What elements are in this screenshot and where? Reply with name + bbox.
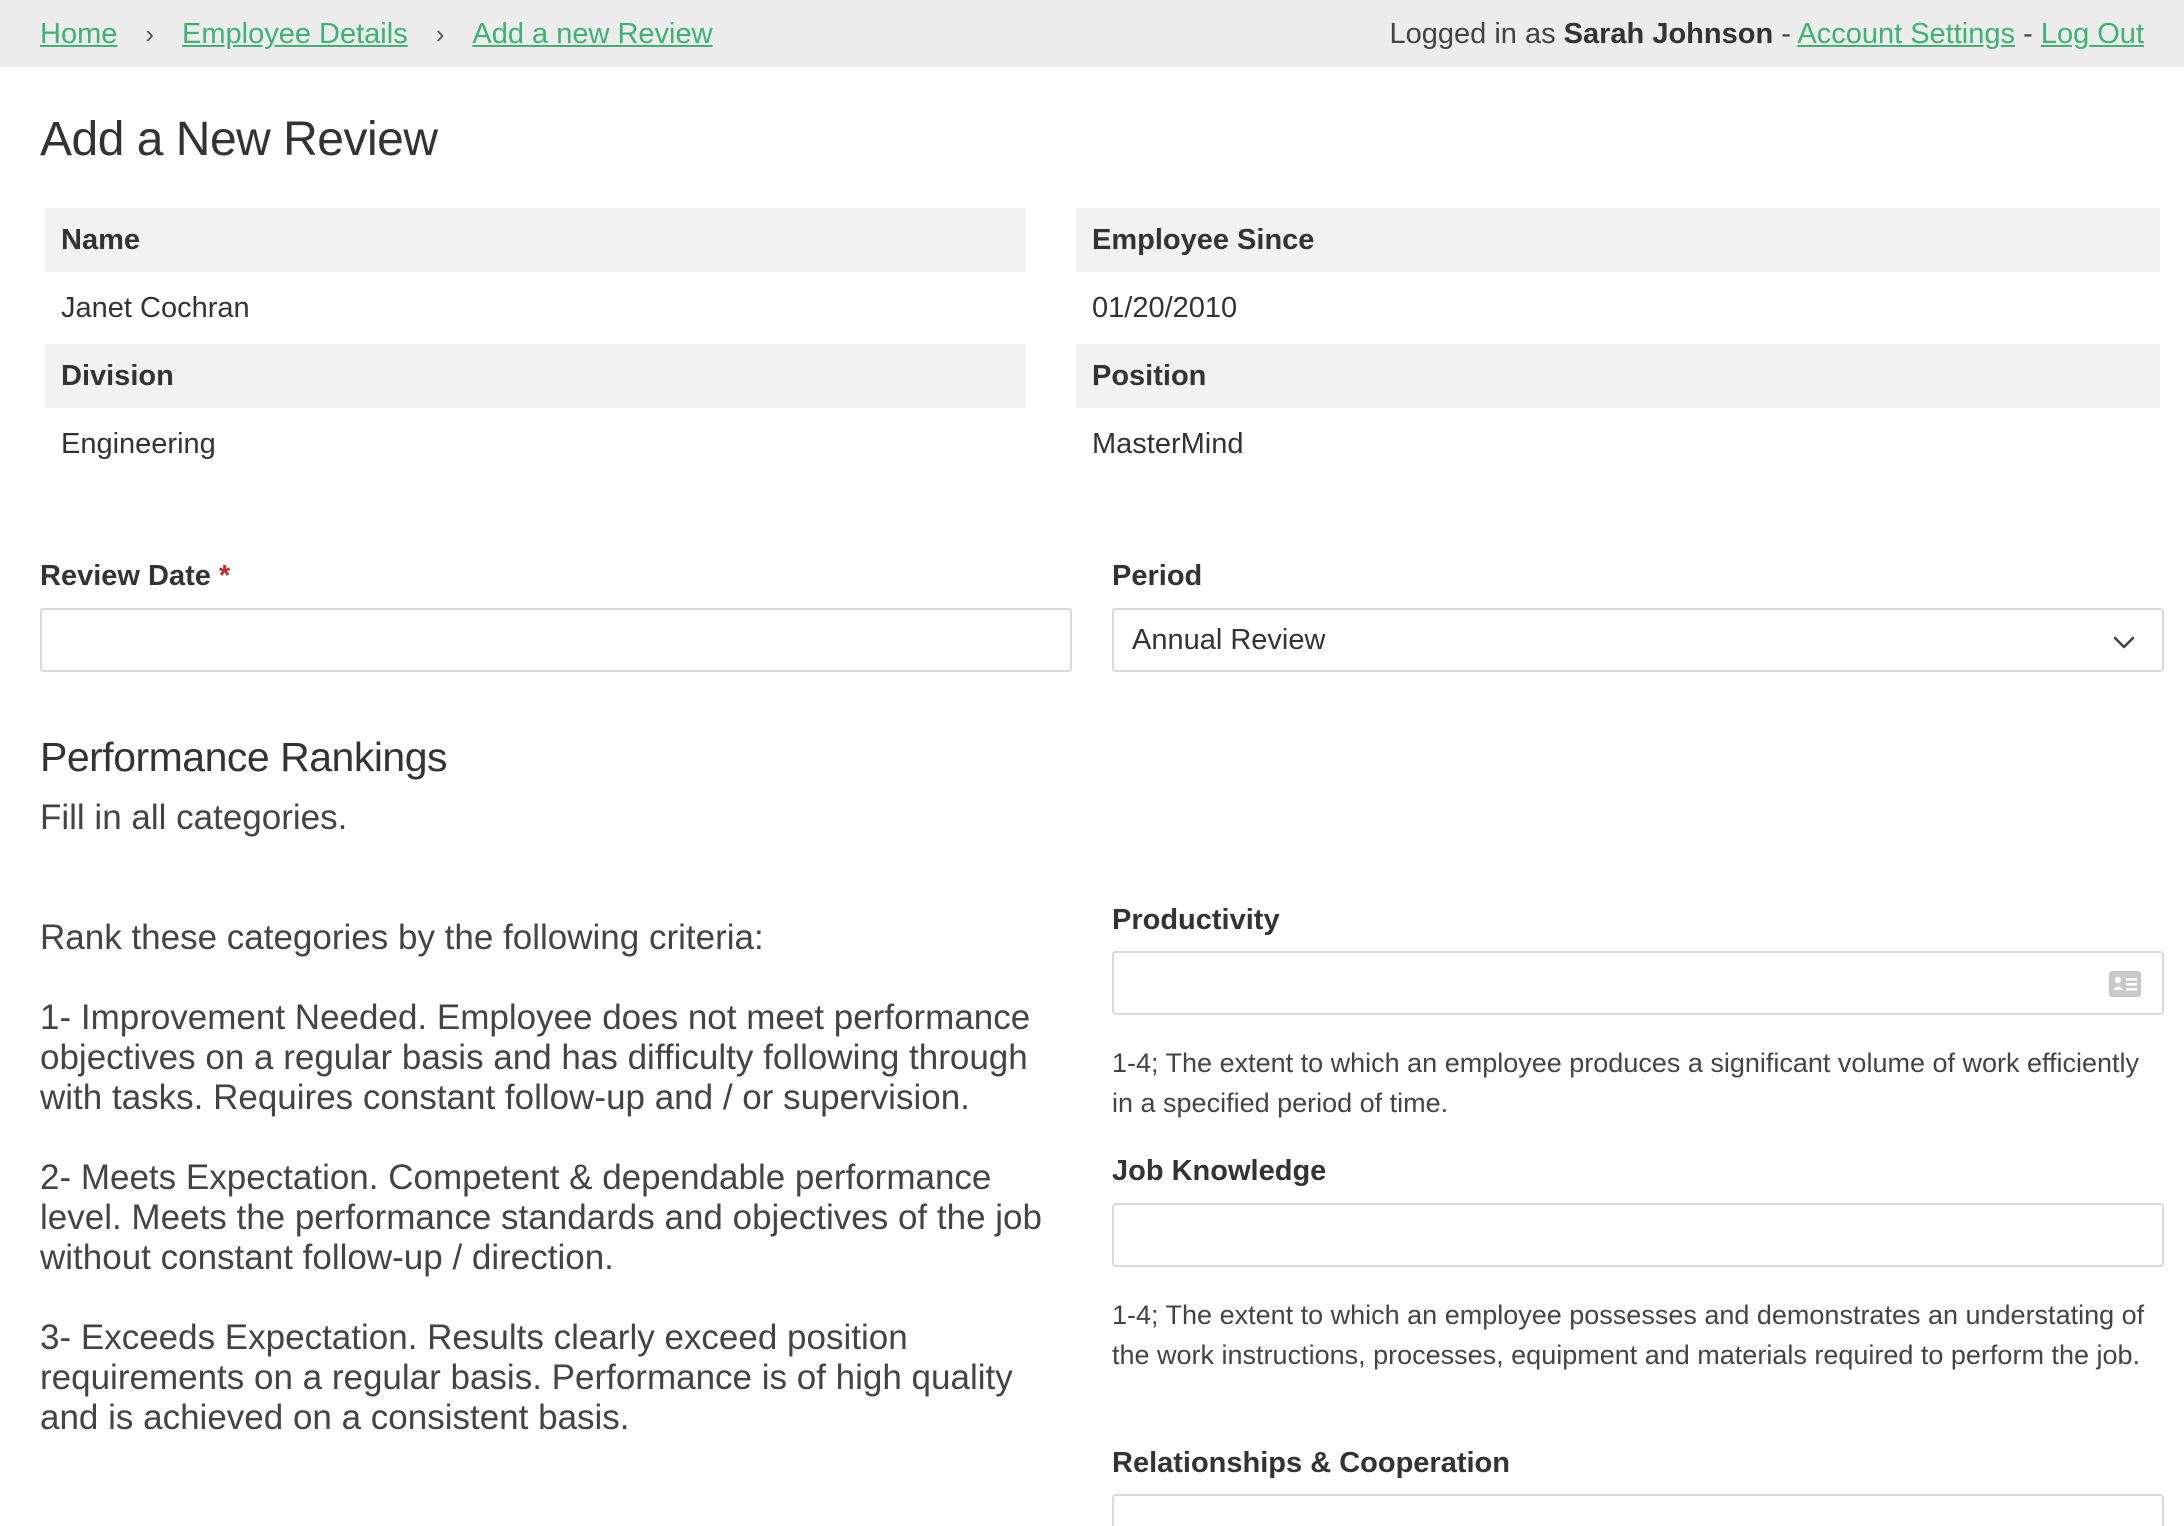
criteria-2: 2- Meets Expectation. Competent & dependable performance level. Meets the performance standards and objectives of the job without constant follow-up / direction. <box>40 1158 1042 1277</box>
review-date-label <box>40 558 230 594</box>
period-select[interactable] <box>1112 608 2164 672</box>
name-header: Name <box>45 208 1026 272</box>
relationships-cooperation-label: Relationships & Cooperation <box>1112 1447 1510 1479</box>
logout-link[interactable]: Log Out <box>2040 18 2144 50</box>
chevron-down-icon <box>2108 626 2140 658</box>
productivity-input[interactable] <box>1112 951 2164 1015</box>
productivity-label: Productivity <box>1112 904 1280 936</box>
performance-rankings-subtitle: Fill in all categories. <box>40 798 348 837</box>
separator-dash: - <box>1781 18 1791 50</box>
relationships-cooperation-input[interactable] <box>1112 1494 2164 1526</box>
performance-rankings-title: Performance Rankings <box>40 734 448 780</box>
period-label: Period <box>1112 560 1203 592</box>
criteria-3: 3- Exceeds Expectation. Results clearly exceed position requirements on a regular basis. Performance is of high quality and is achieved on a consistent basis. <box>40 1318 1013 1437</box>
user-name: Sarah Johnson <box>1563 18 1774 50</box>
criteria-intro: Rank these categories by the following criteria: <box>40 918 764 957</box>
position-value: MasterMind <box>1092 428 1244 460</box>
employee-name-value: Janet Cochran <box>61 292 250 324</box>
employee-since-header: Employee Since <box>1076 208 2160 272</box>
account-settings-link[interactable]: Account Settings <box>1797 18 2016 50</box>
breadcrumb-home-link[interactable]: Home <box>40 18 118 50</box>
job-knowledge-input[interactable] <box>1112 1203 2164 1267</box>
division-header: Division <box>45 344 1026 408</box>
top-bar <box>0 0 2184 67</box>
chevron-right-icon: › <box>145 19 155 49</box>
contact-card-icon[interactable] <box>2108 969 2142 999</box>
productivity-help: 1-4; The extent to which an employee produces a significant volume of work efficiently in a specified period of time. <box>1112 1048 2140 1118</box>
required-marker: * <box>218 560 231 592</box>
breadcrumb-add-review-link[interactable]: Add a new Review <box>472 18 713 50</box>
criteria-1: 1- Improvement Needed. Employee does not meet performance objectives on a regular basis and has difficulty following through with tasks. Requires constant follow-up and / or supervision. <box>40 998 1031 1117</box>
division-value: Engineering <box>61 428 216 460</box>
period-selected-value: Annual Review <box>1132 624 1326 656</box>
logged-in-prefix: Logged in as <box>1389 18 1556 50</box>
chevron-right-icon: › <box>435 19 445 49</box>
user-info <box>1390 16 2144 52</box>
ranking-criteria <box>40 918 1060 1478</box>
page-title: Add a New Review <box>40 113 438 166</box>
review-date-input[interactable] <box>40 608 1072 672</box>
job-knowledge-help: 1-4; The extent to which an employee possesses and demonstrates an understating of the work instructions, processes, equipment and materials required to perform the job. <box>1112 1300 2145 1370</box>
separator-dash: - <box>2023 18 2033 50</box>
position-header: Position <box>1076 344 2160 408</box>
review-date-label-text: Review Date <box>40 560 211 592</box>
breadcrumb <box>40 16 713 52</box>
employee-since-value: 01/20/2010 <box>1092 292 1238 324</box>
job-knowledge-label: Job Knowledge <box>1112 1155 1327 1187</box>
breadcrumb-employee-details-link[interactable]: Employee Details <box>182 18 408 50</box>
